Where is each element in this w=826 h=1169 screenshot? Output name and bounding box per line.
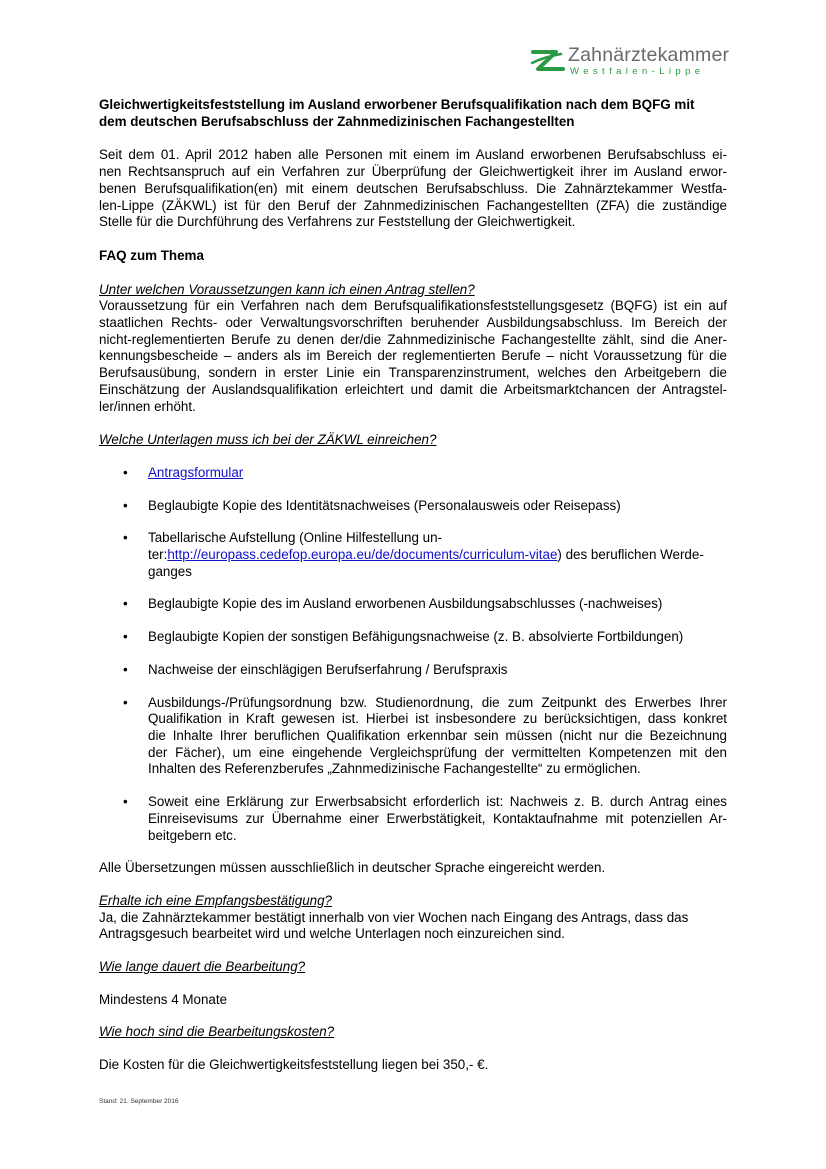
item-text: ter: [148, 547, 168, 563]
bullet-icon: • [123, 596, 128, 612]
answer-line: Ja, die Zahnärztekammer bestätigt innerhalb von vier Wochen nach Eingang des Antrags, dass das [99, 909, 689, 925]
list-item [99, 629, 727, 646]
item-text: ) des beruflichen Werde- [557, 547, 704, 563]
item-text: Beglaubigte Kopie des im Ausland erworbenen Ausbildungsabschlusses (-nachweises) [148, 596, 663, 612]
documents-list [99, 465, 727, 844]
answer-line: ler/innen erhöht. [99, 398, 196, 414]
answer-line: Mindestens 4 Monate [99, 991, 228, 1007]
item-text: Ausbildungs-/Prüfungsordnung bzw. Studienordnung, die zum Zeitpunkt des Erwerbes Ihrer [148, 694, 727, 710]
chamber-logo [530, 44, 740, 80]
list-item [99, 530, 727, 580]
answer-line: nicht-reglementierten Berufe zu denen der/die Zahnmedizinische Fachangestellte zählt, sind die Aner- [99, 331, 727, 347]
footer-date: Stand: 21. September 2016 [99, 1098, 179, 1105]
list-item [99, 662, 727, 679]
answer-line: staatlichen Rechts- oder Verwaltungsvorschriften beruhender Ausbildungsabschluss. Im Bereich der [99, 315, 727, 331]
translations-note: Alle Übersetzungen müssen ausschließlich in deutscher Sprache eingereicht werden. [99, 860, 606, 876]
item-text: Inhalten des Referenzberufes „Zahnmedizinische Fachangestellte“ zu ermöglichen. [148, 761, 641, 777]
faq-item-costs [99, 1024, 727, 1073]
item-text: beitgebern etc. [148, 827, 237, 843]
list-item [99, 695, 727, 779]
intro-line: nen Rechtsanspruch auf ein Verfahren zur Überprüfung der Gleichwertigkeit ihrer im Ausland erwor- [99, 164, 727, 180]
item-text: Beglaubigte Kopie des Identitätsnachweises (Personalausweis oder Reisepass) [148, 497, 621, 513]
list-item [99, 794, 727, 844]
item-text: Qualifikation in Kraft gewesen ist. Hierbei ist insbesondere zu berücksichtigen, dass konkret [148, 711, 727, 727]
faq-item-requirements [99, 282, 727, 416]
europass-cv-link[interactable]: http://europass.cedefop.europa.eu/de/documents/curriculum-vitae [167, 547, 558, 563]
answer-line: Voraussetzung für ein Verfahren nach dem Berufsqualifikationsfeststellungsgesetz (BQFG) ist ein auf [99, 298, 727, 314]
intro-paragraph [99, 147, 727, 231]
item-text: der Fächer), um eine eingehende Vergleichsprüfung der vermittelten Kompetenzen mit den [148, 744, 727, 760]
answer-line: Die Kosten für die Gleichwertigkeitsfeststellung liegen bei 350,- €. [99, 1057, 489, 1073]
list-item [99, 465, 727, 482]
item-text: Einreisevisums zur Übernahme einer Erwerbstätigkeit, Kontaktaufnahme mit potenziellen Ar- [148, 810, 727, 826]
faq-question: Welche Unterlagen muss ich bei der ZÄKWL einreichen? [99, 432, 437, 448]
faq-question: Wie lange dauert die Bearbeitung? [99, 959, 306, 975]
faq-item-confirmation [99, 893, 727, 943]
list-item [99, 498, 727, 515]
item-text-line [148, 547, 727, 564]
bullet-icon: • [123, 497, 128, 513]
logo-subtitle: Westfalen-Lippe [570, 66, 705, 77]
item-text: Soweit eine Erklärung zur Erwerbsabsicht erforderlich ist: Nachweis z. B. durch Antrag eines [148, 794, 727, 810]
faq-question: Erhalte ich eine Empfangsbestätigung? [99, 892, 333, 908]
item-text: Beglaubigte Kopien der sonstigen Befähigungsnachweise (z. B. absolvierte Fortbildungen) [148, 629, 684, 645]
logo-swoosh-icon [530, 48, 566, 74]
answer-line: Berufsausübung, sondern in erster Linie ein Transparenzinstrument, welches den Arbeitgebern die [99, 365, 727, 381]
answer-line: Einschätzung der Auslandsqualifikation erleichtert und damit die Arbeitsmarktchancen der Antragstel- [99, 381, 727, 397]
faq-item-documents [99, 432, 727, 844]
answer-line: Antragsgesuch bearbeitet wird und welche Unterlagen noch einzureichen sind. [99, 926, 565, 942]
title-line: Gleichwertigkeitsfeststellung im Ausland erworbener Berufsqualifikation nach dem BQFG mit [99, 97, 695, 112]
list-item [99, 596, 727, 613]
logo-name: Zahnärztekammer [568, 44, 730, 66]
answer-line: kennungsbescheide – anders als im Bereich der reglementierten Berufe – nicht Voraussetzung für die [99, 348, 727, 364]
document-title [99, 97, 727, 130]
application-form-link[interactable]: Antragsformular [148, 464, 244, 480]
item-text: Tabellarische Aufstellung (Online Hilfestellung un- [148, 530, 443, 546]
intro-line: benen Berufsqualifikation(en) mit einem deutschen Berufsabschluss. Die Zahnärztekammer Westfa- [99, 180, 727, 196]
item-text: ganges [148, 563, 192, 579]
bullet-icon: • [123, 661, 128, 677]
document-body [99, 97, 727, 1074]
faq-heading: FAQ zum Thema [99, 247, 204, 263]
intro-line: len-Lippe (ZÄKWL) ist für den Beruf der Zahnmedizinischen Fachangestellten (ZFA) die zuständige [99, 197, 727, 213]
bullet-icon: • [123, 629, 128, 645]
title-line: dem deutschen Berufsabschluss der Zahnmedizinischen Fachangestellten [99, 113, 575, 129]
faq-item-duration [99, 959, 727, 1008]
bullet-icon: • [123, 694, 128, 710]
intro-line: Seit dem 01. April 2012 haben alle Personen mit einem im Ausland erworbenen Berufsabschluss ei- [99, 147, 727, 163]
intro-line: Stelle für die Durchführung des Verfahrens zur Feststellung der Gleichwertigkeit. [99, 214, 576, 230]
faq-question: Wie hoch sind die Bearbeitungskosten? [99, 1024, 335, 1040]
item-text: die Inhalte Ihrer beruflichen Qualifikation erkennbar sein müssen (nicht nur die Bezeichnung [148, 727, 727, 743]
bullet-icon: • [123, 464, 128, 480]
bullet-icon: • [123, 530, 128, 546]
item-text: Nachweise der einschlägigen Berufserfahrung / Berufspraxis [148, 661, 508, 677]
bullet-icon: • [123, 794, 128, 810]
faq-question: Unter welchen Voraussetzungen kann ich einen Antrag stellen? [99, 281, 475, 297]
